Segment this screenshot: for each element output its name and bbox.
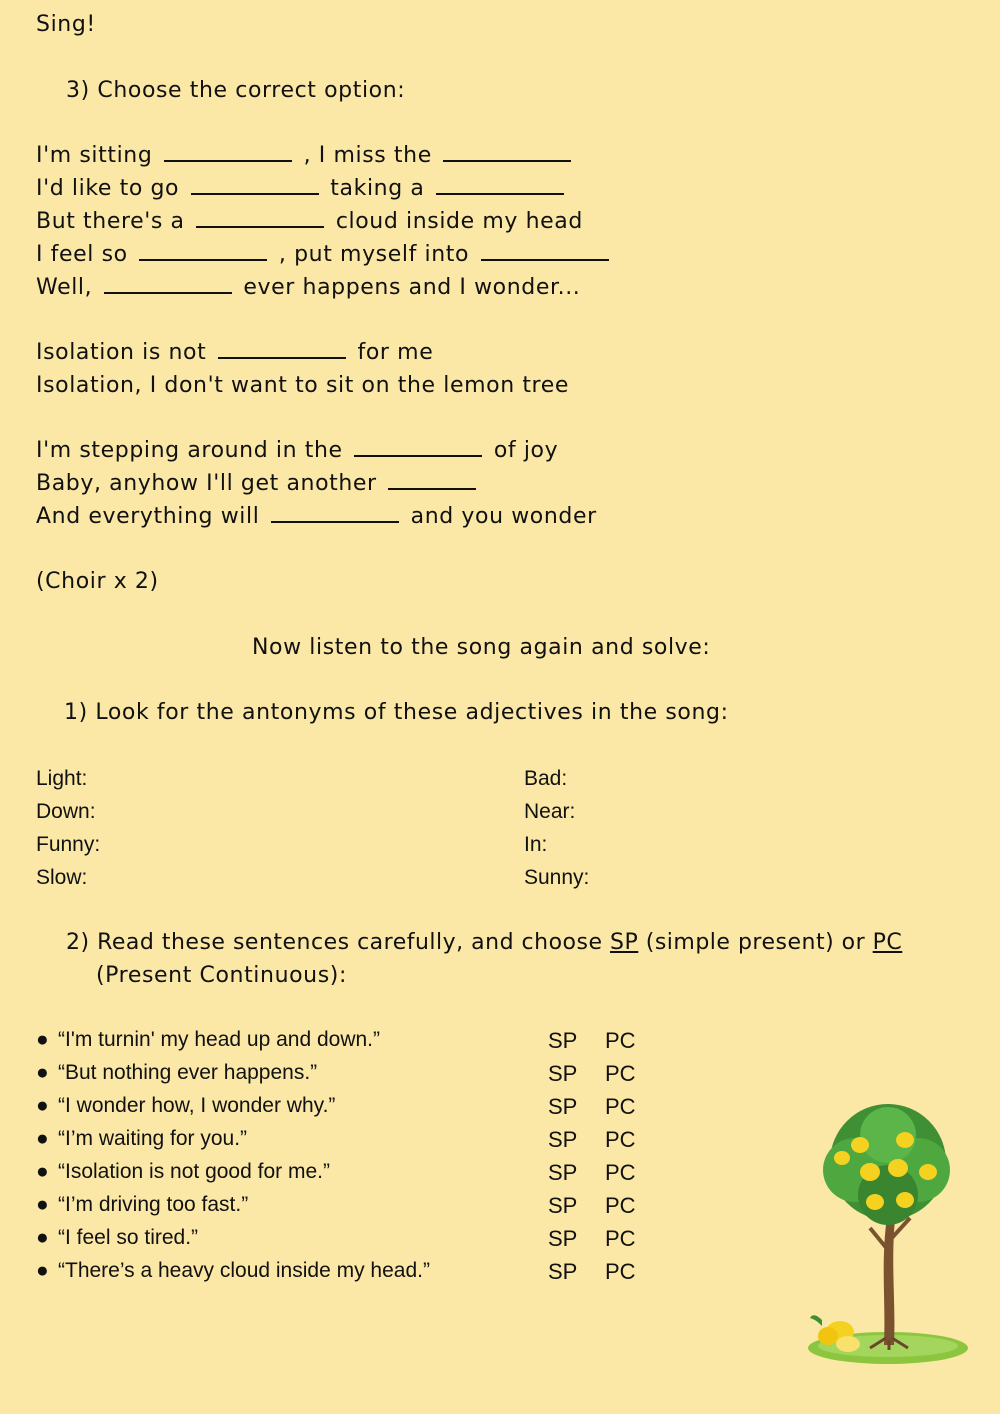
blank-field[interactable]: [436, 192, 564, 195]
sing-heading: Sing!: [36, 12, 96, 37]
list-item: [36, 1259, 430, 1283]
list-item: [36, 1160, 330, 1184]
option-pc[interactable]: PC: [605, 1127, 636, 1152]
lyric-line-8: [36, 438, 558, 463]
antonym-left-1: Light:: [36, 767, 88, 790]
lyric-text: ever happens and I wonder...: [243, 275, 581, 300]
list-item: [36, 1226, 198, 1250]
antonym-right-3: In:: [524, 833, 548, 856]
option-pc[interactable]: PC: [605, 1226, 636, 1251]
lyric-text: I'm sitting: [36, 143, 153, 168]
option-pc[interactable]: PC: [605, 1193, 636, 1218]
lyric-line-6: [36, 340, 433, 365]
blank-field[interactable]: [191, 192, 319, 195]
lyric-text: for me: [357, 340, 434, 365]
bullet-dot: ●: [36, 1160, 49, 1183]
option-sp[interactable]: SP: [548, 1127, 578, 1152]
blank-field[interactable]: [164, 159, 292, 162]
option-sp[interactable]: SP: [548, 1061, 578, 1086]
bullet-dot: ●: [36, 1094, 49, 1117]
antonym-right-1: Bad:: [524, 767, 568, 790]
blank-field[interactable]: [196, 225, 324, 228]
lyric-text: I'd like to go: [36, 176, 180, 201]
section-3-title: 3) Choose the correct option:: [66, 78, 406, 103]
lyric-line-10: [36, 504, 597, 529]
antonym-right-2: Near:: [524, 800, 576, 823]
list-item: [36, 1127, 247, 1151]
lyric-text: Well,: [36, 275, 93, 300]
blank-field[interactable]: [218, 356, 346, 359]
option-sp[interactable]: SP: [548, 1028, 578, 1053]
sentence-text: “But nothing ever happens.”: [58, 1061, 318, 1084]
pc-term: PC: [872, 930, 903, 955]
blank-field[interactable]: [104, 291, 232, 294]
list-item: [36, 1028, 380, 1052]
sentence-text: “There’s a heavy cloud inside my head.”: [58, 1259, 430, 1282]
blank-field[interactable]: [388, 487, 476, 490]
blank-field[interactable]: [481, 258, 609, 261]
lyric-text: , put myself into: [278, 242, 470, 267]
antonyms-title: 1) Look for the antonyms of these adjectives in the song:: [64, 700, 729, 725]
option-sp[interactable]: SP: [548, 1160, 578, 1185]
lyric-line-3: [36, 209, 583, 234]
lyric-text: But there's a: [36, 209, 185, 234]
lyric-text: Isolation is not: [36, 340, 207, 365]
option-sp[interactable]: SP: [548, 1094, 578, 1119]
lyric-text: taking a: [330, 176, 425, 201]
antonym-left-2: Down:: [36, 800, 96, 823]
bullet-dot: ●: [36, 1127, 49, 1150]
option-sp[interactable]: SP: [548, 1193, 578, 1218]
bullet-dot: ●: [36, 1193, 49, 1216]
bullet-dot: ●: [36, 1259, 49, 1282]
antonym-left-3: Funny:: [36, 833, 101, 856]
blank-field[interactable]: [354, 454, 482, 457]
lyric-line-2: [36, 176, 568, 201]
list-item: [36, 1193, 248, 1217]
sp-term: SP: [610, 930, 639, 955]
bullet-dot: ●: [36, 1226, 49, 1249]
sentence-text: “I’m waiting for you.”: [58, 1127, 248, 1150]
option-pc[interactable]: PC: [605, 1028, 636, 1053]
lyric-line-5: [36, 275, 580, 300]
lemon-tree-icon: [800, 1100, 975, 1380]
sentence-text: “I feel so tired.”: [58, 1226, 199, 1249]
section-2-title: [66, 930, 902, 955]
bullet-dot: ●: [36, 1028, 49, 1051]
list-item: [36, 1061, 317, 1085]
section-2-subtitle: (Present Continuous):: [96, 963, 347, 988]
listen-title: Now listen to the song again and solve:: [252, 635, 711, 660]
option-pc[interactable]: PC: [605, 1259, 636, 1284]
option-sp[interactable]: SP: [548, 1226, 578, 1251]
option-pc[interactable]: PC: [605, 1094, 636, 1119]
blank-field[interactable]: [443, 159, 571, 162]
blank-field[interactable]: [271, 520, 399, 523]
option-pc[interactable]: PC: [605, 1160, 636, 1185]
lyric-text: of joy: [493, 438, 559, 463]
sentence-text: “Isolation is not good for me.”: [58, 1160, 330, 1183]
option-pc[interactable]: PC: [605, 1061, 636, 1086]
blank-field[interactable]: [139, 258, 267, 261]
list-item: [36, 1094, 335, 1118]
sentence-text: “I wonder how, I wonder why.”: [58, 1094, 336, 1117]
section-2-text: 2) Read these sentences carefully, and choose: [66, 930, 603, 955]
lyric-text: I'm stepping around in the: [36, 438, 343, 463]
antonym-left-4: Slow:: [36, 866, 88, 889]
lyric-text: , I miss the: [303, 143, 432, 168]
option-sp[interactable]: SP: [548, 1259, 578, 1284]
sentence-text: “I'm turnin' my head up and down.”: [58, 1028, 381, 1051]
lyric-line-1: [36, 143, 575, 168]
lyric-text: I feel so: [36, 242, 128, 267]
lyric-line-9: [36, 471, 480, 496]
section-2-text: (simple present) or: [645, 930, 866, 955]
lyric-text: cloud inside my head: [335, 209, 583, 234]
lyric-line-4: [36, 242, 613, 267]
antonym-right-4: Sunny:: [524, 866, 590, 889]
sentence-text: “I’m driving too fast.”: [58, 1193, 249, 1216]
choir-note: (Choir x 2): [36, 569, 159, 594]
lyric-text: Baby, anyhow I'll get another: [36, 471, 377, 496]
lyric-text: And everything will: [36, 504, 260, 529]
lyric-line-7: Isolation, I don't want to sit on the lemon tree: [36, 373, 569, 398]
lyric-text: and you wonder: [410, 504, 597, 529]
bullet-dot: ●: [36, 1061, 49, 1084]
